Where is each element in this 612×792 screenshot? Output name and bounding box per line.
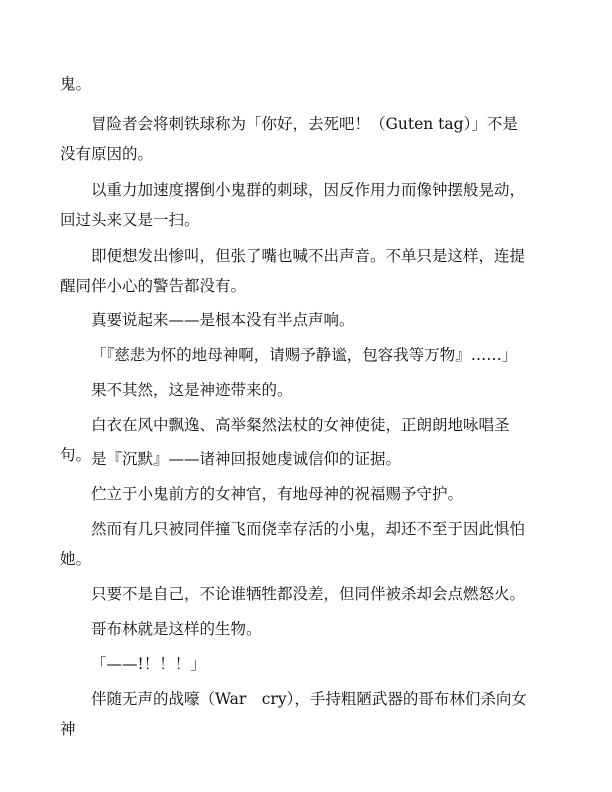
paragraph: 「『慈悲为怀的地母神啊，请赐予静谧，包容我等万物』……」 — [91, 346, 518, 364]
paragraph: 冒险者会将刺铁球称为「你好，去死吧！（Guten tag）」不是没有原因的。 — [60, 115, 518, 163]
paragraph: 哥布林就是这样的生物。 — [91, 620, 262, 638]
paragraph: 然而有几只被同伴撞飞而侥幸存活的小鬼，却还不至于因此惧怕她。 — [60, 520, 526, 568]
paragraph: 伴随无声的战嚎（War cry），手持粗陋武器的哥布林们杀向女神 — [60, 690, 527, 738]
paragraph: 真要说起来——是根本没有半点声响。 — [91, 311, 355, 329]
paragraph: 只要不是自己，不论谁牺牲都没差，但同伴被杀却会点燃怒火。 — [91, 585, 526, 603]
paragraph: 果不其然，这是神迹带来的。 — [91, 381, 293, 399]
paragraph: 「——!！！！」 — [91, 655, 206, 673]
paragraph: 是『沉默』——诸神回报她虔诚信仰的证据。 — [91, 450, 402, 468]
paragraph: 鬼。 — [60, 75, 92, 93]
paragraph: 伫立于小鬼前方的女神官，有地母神的祝福赐予守护。 — [91, 485, 464, 503]
paragraph: 即便想发出惨叫，但张了嘴也喊不出声音。不单只是这样，连提醒同伴小心的警告都没有。 — [60, 247, 526, 295]
paragraph: 以重力加速度撂倒小鬼群的刺球，因反作用力而像钟摆般晃动，回过头来又是一扫。 — [60, 181, 526, 229]
paragraph: 白衣在风中飘逸、高举粲然法杖的女神使徒，正朗朗地咏唱圣句。 — [60, 416, 510, 464]
